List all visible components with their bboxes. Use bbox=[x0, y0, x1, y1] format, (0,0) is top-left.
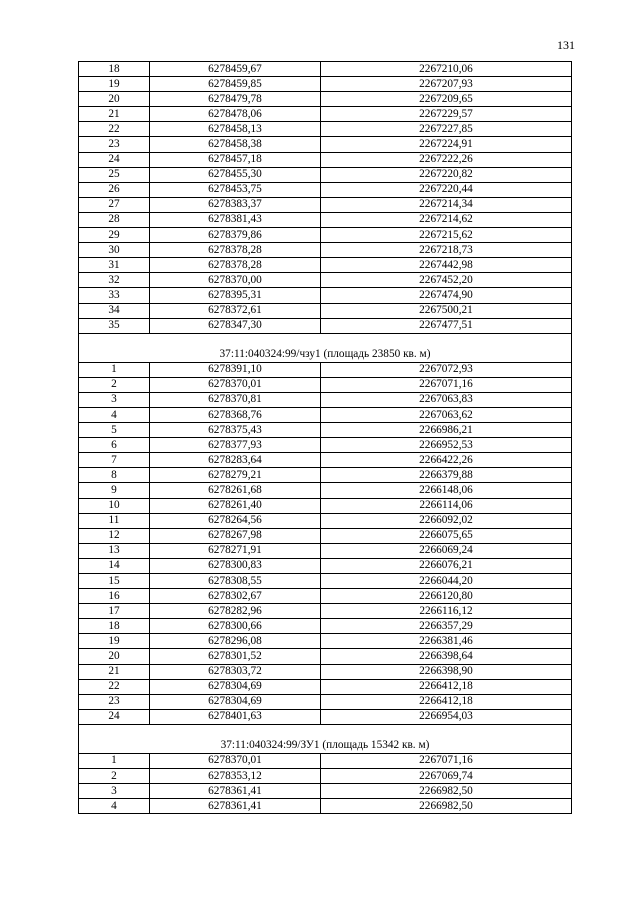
y-coordinate-cell: 2266986,21 bbox=[321, 423, 572, 438]
table-row bbox=[79, 574, 572, 589]
x-coordinate-cell: 6278370,00 bbox=[150, 273, 321, 288]
y-coordinate-cell: 2267063,62 bbox=[321, 407, 572, 422]
x-coordinate-cell: 6278283,64 bbox=[150, 453, 321, 468]
table-row bbox=[79, 212, 572, 227]
y-coordinate-cell: 2266148,06 bbox=[321, 483, 572, 498]
x-coordinate-cell: 6278395,31 bbox=[150, 288, 321, 303]
point-number-cell: 23 bbox=[79, 694, 150, 709]
point-number-cell: 1 bbox=[79, 753, 150, 768]
y-coordinate-cell: 2267209,65 bbox=[321, 92, 572, 107]
table-row bbox=[79, 273, 572, 288]
y-coordinate-cell: 2267214,62 bbox=[321, 212, 572, 227]
x-coordinate-cell: 6278458,38 bbox=[150, 137, 321, 152]
section-title-row bbox=[79, 348, 572, 363]
y-coordinate-cell: 2267452,20 bbox=[321, 273, 572, 288]
point-number-cell: 21 bbox=[79, 664, 150, 679]
point-number-cell: 6 bbox=[79, 438, 150, 453]
table-row bbox=[79, 753, 572, 768]
y-coordinate-cell: 2266114,06 bbox=[321, 498, 572, 513]
x-coordinate-cell: 6278264,56 bbox=[150, 513, 321, 528]
y-coordinate-cell: 2267227,85 bbox=[321, 122, 572, 137]
table-row bbox=[79, 634, 572, 649]
table-row bbox=[79, 243, 572, 258]
y-coordinate-cell: 2267215,62 bbox=[321, 228, 572, 243]
y-coordinate-cell: 2266044,20 bbox=[321, 574, 572, 589]
point-number-cell: 30 bbox=[79, 243, 150, 258]
point-number-cell: 19 bbox=[79, 634, 150, 649]
point-number-cell: 8 bbox=[79, 468, 150, 483]
table-row bbox=[79, 122, 572, 137]
x-coordinate-cell: 6278304,69 bbox=[150, 694, 321, 709]
x-coordinate-cell: 6278361,41 bbox=[150, 799, 321, 814]
x-coordinate-cell: 6278391,10 bbox=[150, 362, 321, 377]
point-number-cell: 34 bbox=[79, 303, 150, 318]
x-coordinate-cell: 6278296,08 bbox=[150, 634, 321, 649]
point-number-cell: 21 bbox=[79, 107, 150, 122]
y-coordinate-cell: 2267222,26 bbox=[321, 152, 572, 167]
point-number-cell: 4 bbox=[79, 407, 150, 422]
point-number-cell: 1 bbox=[79, 362, 150, 377]
point-number-cell: 18 bbox=[79, 62, 150, 77]
table-row bbox=[79, 107, 572, 122]
table-row bbox=[79, 167, 572, 182]
point-number-cell: 7 bbox=[79, 453, 150, 468]
point-number-cell: 32 bbox=[79, 273, 150, 288]
y-coordinate-cell: 2267063,83 bbox=[321, 392, 572, 407]
y-coordinate-cell: 2266092,02 bbox=[321, 513, 572, 528]
table-row bbox=[79, 288, 572, 303]
point-number-cell: 5 bbox=[79, 423, 150, 438]
y-coordinate-cell: 2266069,24 bbox=[321, 543, 572, 558]
point-number-cell: 10 bbox=[79, 498, 150, 513]
table-row bbox=[79, 258, 572, 273]
x-coordinate-cell: 6278301,52 bbox=[150, 649, 321, 664]
y-coordinate-cell: 2267474,90 bbox=[321, 288, 572, 303]
point-number-cell: 35 bbox=[79, 318, 150, 333]
table-row bbox=[79, 649, 572, 664]
y-coordinate-cell: 2266357,29 bbox=[321, 619, 572, 634]
point-number-cell: 17 bbox=[79, 604, 150, 619]
table-row bbox=[79, 318, 572, 333]
table-row bbox=[79, 543, 572, 558]
section-spacer-row bbox=[79, 724, 572, 739]
y-coordinate-cell: 2266398,90 bbox=[321, 664, 572, 679]
y-coordinate-cell: 2267214,34 bbox=[321, 197, 572, 212]
y-coordinate-cell: 2266954,03 bbox=[321, 709, 572, 724]
point-number-cell: 16 bbox=[79, 589, 150, 604]
y-coordinate-cell: 2266412,18 bbox=[321, 694, 572, 709]
y-coordinate-cell: 2267210,06 bbox=[321, 62, 572, 77]
section-title-row bbox=[79, 739, 572, 754]
y-coordinate-cell: 2267224,91 bbox=[321, 137, 572, 152]
table-row bbox=[79, 528, 572, 543]
point-number-cell: 3 bbox=[79, 392, 150, 407]
x-coordinate-cell: 6278383,37 bbox=[150, 197, 321, 212]
table-row bbox=[79, 558, 572, 573]
point-number-cell: 31 bbox=[79, 258, 150, 273]
x-coordinate-cell: 6278458,13 bbox=[150, 122, 321, 137]
point-number-cell: 25 bbox=[79, 167, 150, 182]
y-coordinate-cell: 2267442,98 bbox=[321, 258, 572, 273]
point-number-cell: 22 bbox=[79, 122, 150, 137]
x-coordinate-cell: 6278347,30 bbox=[150, 318, 321, 333]
table-row bbox=[79, 709, 572, 724]
point-number-cell: 24 bbox=[79, 709, 150, 724]
y-coordinate-cell: 2266952,53 bbox=[321, 438, 572, 453]
point-number-cell: 22 bbox=[79, 679, 150, 694]
point-number-cell: 2 bbox=[79, 769, 150, 784]
table-row bbox=[79, 423, 572, 438]
point-number-cell: 29 bbox=[79, 228, 150, 243]
x-coordinate-cell: 6278479,78 bbox=[150, 92, 321, 107]
y-coordinate-cell: 2266379,88 bbox=[321, 468, 572, 483]
x-coordinate-cell: 6278379,86 bbox=[150, 228, 321, 243]
y-coordinate-cell: 2267071,16 bbox=[321, 377, 572, 392]
x-coordinate-cell: 6278267,98 bbox=[150, 528, 321, 543]
section-spacer-cell bbox=[79, 724, 572, 739]
table-row bbox=[79, 77, 572, 92]
y-coordinate-cell: 2266398,64 bbox=[321, 649, 572, 664]
y-coordinate-cell: 2266120,80 bbox=[321, 589, 572, 604]
x-coordinate-cell: 6278377,93 bbox=[150, 438, 321, 453]
table-row bbox=[79, 453, 572, 468]
x-coordinate-cell: 6278457,18 bbox=[150, 152, 321, 167]
section-title: 37:11:040324:99/ЗУ1 (площадь 15342 кв. м) bbox=[79, 739, 572, 754]
x-coordinate-cell: 6278302,67 bbox=[150, 589, 321, 604]
section-spacer-cell bbox=[79, 333, 572, 348]
table-row bbox=[79, 769, 572, 784]
table-row bbox=[79, 182, 572, 197]
x-coordinate-cell: 6278455,30 bbox=[150, 167, 321, 182]
point-number-cell: 19 bbox=[79, 77, 150, 92]
x-coordinate-cell: 6278378,28 bbox=[150, 243, 321, 258]
x-coordinate-cell: 6278279,21 bbox=[150, 468, 321, 483]
point-number-cell: 13 bbox=[79, 543, 150, 558]
point-number-cell: 14 bbox=[79, 558, 150, 573]
y-coordinate-cell: 2266116,12 bbox=[321, 604, 572, 619]
table-row bbox=[79, 62, 572, 77]
table-row bbox=[79, 438, 572, 453]
table-row bbox=[79, 228, 572, 243]
table-row bbox=[79, 152, 572, 167]
table-row bbox=[79, 799, 572, 814]
y-coordinate-cell: 2266982,50 bbox=[321, 799, 572, 814]
y-coordinate-cell: 2266422,26 bbox=[321, 453, 572, 468]
table-row bbox=[79, 619, 572, 634]
y-coordinate-cell: 2267500,21 bbox=[321, 303, 572, 318]
y-coordinate-cell: 2267477,51 bbox=[321, 318, 572, 333]
point-number-cell: 9 bbox=[79, 483, 150, 498]
table-row bbox=[79, 197, 572, 212]
table-row bbox=[79, 498, 572, 513]
coordinates-table bbox=[78, 61, 572, 814]
point-number-cell: 26 bbox=[79, 182, 150, 197]
point-number-cell: 24 bbox=[79, 152, 150, 167]
y-coordinate-cell: 2267229,57 bbox=[321, 107, 572, 122]
table-row bbox=[79, 377, 572, 392]
x-coordinate-cell: 6278282,96 bbox=[150, 604, 321, 619]
y-coordinate-cell: 2266075,65 bbox=[321, 528, 572, 543]
x-coordinate-cell: 6278459,85 bbox=[150, 77, 321, 92]
y-coordinate-cell: 2266381,46 bbox=[321, 634, 572, 649]
x-coordinate-cell: 6278304,69 bbox=[150, 679, 321, 694]
table-row bbox=[79, 92, 572, 107]
table-row bbox=[79, 589, 572, 604]
page-number: 131 bbox=[557, 38, 575, 52]
x-coordinate-cell: 6278300,83 bbox=[150, 558, 321, 573]
point-number-cell: 18 bbox=[79, 619, 150, 634]
table-row bbox=[79, 664, 572, 679]
table-row bbox=[79, 392, 572, 407]
point-number-cell: 2 bbox=[79, 377, 150, 392]
x-coordinate-cell: 6278370,01 bbox=[150, 753, 321, 768]
point-number-cell: 11 bbox=[79, 513, 150, 528]
table-row bbox=[79, 513, 572, 528]
section-spacer-row bbox=[79, 333, 572, 348]
x-coordinate-cell: 6278401,63 bbox=[150, 709, 321, 724]
point-number-cell: 20 bbox=[79, 92, 150, 107]
point-number-cell: 20 bbox=[79, 649, 150, 664]
point-number-cell: 28 bbox=[79, 212, 150, 227]
table-row bbox=[79, 483, 572, 498]
point-number-cell: 3 bbox=[79, 784, 150, 799]
y-coordinate-cell: 2266076,21 bbox=[321, 558, 572, 573]
table-row bbox=[79, 468, 572, 483]
y-coordinate-cell: 2267069,74 bbox=[321, 769, 572, 784]
y-coordinate-cell: 2266412,18 bbox=[321, 679, 572, 694]
x-coordinate-cell: 6278308,55 bbox=[150, 574, 321, 589]
x-coordinate-cell: 6278261,40 bbox=[150, 498, 321, 513]
table-row bbox=[79, 679, 572, 694]
point-number-cell: 15 bbox=[79, 574, 150, 589]
x-coordinate-cell: 6278478,06 bbox=[150, 107, 321, 122]
y-coordinate-cell: 2267220,82 bbox=[321, 167, 572, 182]
x-coordinate-cell: 6278353,12 bbox=[150, 769, 321, 784]
x-coordinate-cell: 6278459,67 bbox=[150, 62, 321, 77]
x-coordinate-cell: 6278271,91 bbox=[150, 543, 321, 558]
point-number-cell: 4 bbox=[79, 799, 150, 814]
coordinates-table-body bbox=[79, 62, 572, 814]
x-coordinate-cell: 6278368,76 bbox=[150, 407, 321, 422]
point-number-cell: 33 bbox=[79, 288, 150, 303]
point-number-cell: 23 bbox=[79, 137, 150, 152]
x-coordinate-cell: 6278372,61 bbox=[150, 303, 321, 318]
x-coordinate-cell: 6278375,43 bbox=[150, 423, 321, 438]
y-coordinate-cell: 2267071,16 bbox=[321, 753, 572, 768]
x-coordinate-cell: 6278370,81 bbox=[150, 392, 321, 407]
x-coordinate-cell: 6278361,41 bbox=[150, 784, 321, 799]
x-coordinate-cell: 6278261,68 bbox=[150, 483, 321, 498]
x-coordinate-cell: 6278300,66 bbox=[150, 619, 321, 634]
point-number-cell: 27 bbox=[79, 197, 150, 212]
table-row bbox=[79, 303, 572, 318]
x-coordinate-cell: 6278370,01 bbox=[150, 377, 321, 392]
x-coordinate-cell: 6278381,43 bbox=[150, 212, 321, 227]
x-coordinate-cell: 6278453,75 bbox=[150, 182, 321, 197]
x-coordinate-cell: 6278303,72 bbox=[150, 664, 321, 679]
y-coordinate-cell: 2267220,44 bbox=[321, 182, 572, 197]
y-coordinate-cell: 2267207,93 bbox=[321, 77, 572, 92]
table-row bbox=[79, 694, 572, 709]
y-coordinate-cell: 2266982,50 bbox=[321, 784, 572, 799]
section-title: 37:11:040324:99/чзу1 (площадь 23850 кв. м) bbox=[79, 348, 572, 363]
table-row bbox=[79, 137, 572, 152]
y-coordinate-cell: 2267072,93 bbox=[321, 362, 572, 377]
point-number-cell: 12 bbox=[79, 528, 150, 543]
x-coordinate-cell: 6278378,28 bbox=[150, 258, 321, 273]
y-coordinate-cell: 2267218,73 bbox=[321, 243, 572, 258]
table-row bbox=[79, 407, 572, 422]
table-row bbox=[79, 362, 572, 377]
table-row bbox=[79, 784, 572, 799]
table-row bbox=[79, 604, 572, 619]
